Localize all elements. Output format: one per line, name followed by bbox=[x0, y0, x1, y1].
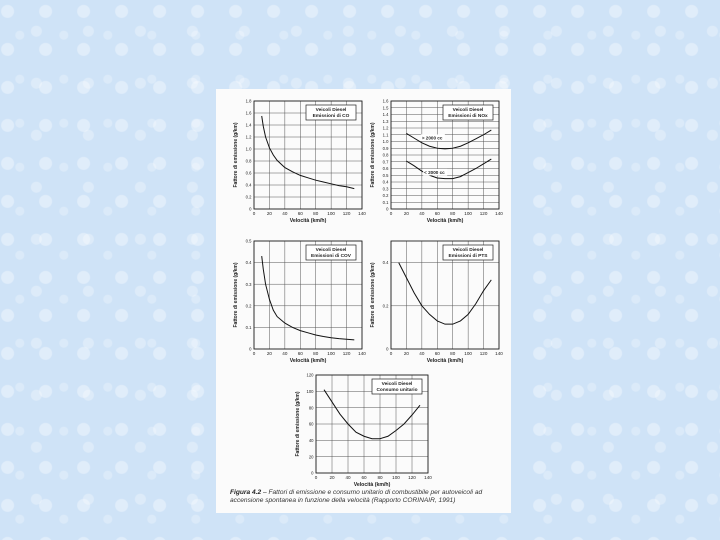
y-tick-label: 0.1 bbox=[382, 199, 389, 205]
y-tick-label: 1.3 bbox=[382, 118, 389, 124]
x-tick-label: 100 bbox=[464, 351, 472, 356]
x-tick-label: 20 bbox=[403, 351, 409, 356]
legend-text: Consumo unitario bbox=[376, 388, 418, 393]
legend-text: Veicoli Diesel bbox=[315, 108, 347, 113]
chart-panel-5 bbox=[295, 373, 432, 488]
y-axis-label: Fattore di emissione (g/km) bbox=[233, 122, 239, 188]
x-tick-label: 80 bbox=[313, 351, 319, 356]
x-tick-label: 40 bbox=[282, 351, 288, 356]
x-tick-label: 40 bbox=[345, 475, 351, 480]
x-tick-label: 120 bbox=[342, 211, 351, 216]
y-tick-label: 1.2 bbox=[245, 134, 252, 140]
x-tick-label: 100 bbox=[392, 475, 400, 480]
x-axis-label: Velocità (km/h) bbox=[289, 218, 327, 224]
x-tick-label: 60 bbox=[434, 211, 440, 216]
y-tick-label: 1.6 bbox=[382, 98, 389, 104]
y-tick-label: 0.2 bbox=[382, 193, 389, 199]
y-tick-label: 1.4 bbox=[245, 122, 252, 128]
y-tick-label: 0.7 bbox=[382, 159, 389, 165]
figure-caption bbox=[230, 489, 510, 505]
figure-svg bbox=[216, 89, 511, 513]
x-tick-label: 140 bbox=[424, 475, 432, 480]
y-tick-label: 0.8 bbox=[382, 152, 389, 158]
x-axis-label: Velocità (km/h) bbox=[426, 358, 464, 364]
chart-panel-1 bbox=[233, 99, 366, 224]
x-tick-label: 120 bbox=[342, 351, 351, 356]
x-tick-label: 140 bbox=[358, 351, 366, 356]
chart-panel-4 bbox=[370, 241, 503, 364]
x-tick-label: 120 bbox=[408, 475, 416, 480]
y-axis-label: Fattore di emissione (g/km) bbox=[233, 262, 239, 328]
series-annotation: < 2000 cc bbox=[424, 169, 445, 175]
y-tick-label: 0.2 bbox=[245, 194, 252, 200]
y-tick-label: 0 bbox=[249, 206, 252, 212]
y-tick-label: 0.3 bbox=[382, 186, 389, 192]
x-tick-label: 0 bbox=[252, 211, 256, 216]
y-tick-label: 0.3 bbox=[245, 281, 252, 287]
x-tick-label: 40 bbox=[282, 211, 288, 216]
y-tick-label: 0.6 bbox=[382, 166, 389, 172]
x-tick-label: 120 bbox=[479, 211, 488, 216]
x-axis-label: Velocità (km/h) bbox=[426, 218, 464, 224]
series-line-1 bbox=[324, 390, 420, 439]
y-tick-label: 0 bbox=[386, 206, 389, 212]
y-tick-label: 0.9 bbox=[382, 145, 389, 151]
legend-text: Veicoli Diesel bbox=[452, 248, 484, 253]
x-tick-label: 60 bbox=[434, 351, 440, 356]
figure-page bbox=[216, 89, 511, 513]
y-tick-label: 0.6 bbox=[245, 170, 252, 176]
y-tick-label: 0.4 bbox=[245, 182, 252, 188]
y-axis-label: Fattore di emissione (g/km) bbox=[295, 391, 301, 457]
x-tick-label: 0 bbox=[314, 475, 318, 480]
y-tick-label: 20 bbox=[308, 454, 314, 460]
y-tick-label: 0.5 bbox=[245, 238, 252, 244]
x-tick-label: 80 bbox=[377, 475, 383, 480]
y-tick-label: 1.6 bbox=[245, 110, 252, 116]
y-tick-label: 0.8 bbox=[245, 158, 252, 164]
x-tick-label: 60 bbox=[297, 351, 303, 356]
caption-text: – Fattori di emissione e consumo unitario di combustibile per autoveicoli ad accensione spontanea in funzione della velocità (Rapporto CORINAIR, 1991) bbox=[230, 489, 483, 505]
chart-panel-2 bbox=[370, 99, 503, 224]
x-tick-label: 140 bbox=[358, 211, 366, 216]
x-axis-label: Velocità (km/h) bbox=[289, 358, 327, 364]
x-tick-label: 40 bbox=[419, 351, 425, 356]
y-tick-label: 0.2 bbox=[245, 303, 252, 309]
x-tick-label: 0 bbox=[389, 211, 393, 216]
y-axis-label: Fattore di emissione (g/km) bbox=[370, 262, 376, 328]
y-tick-label: 0 bbox=[311, 470, 314, 476]
y-tick-label: 1.1 bbox=[382, 132, 389, 138]
x-tick-label: 20 bbox=[329, 475, 335, 480]
y-tick-label: 80 bbox=[308, 405, 314, 411]
y-tick-label: 120 bbox=[306, 372, 314, 378]
legend-text: Veicoli Diesel bbox=[315, 248, 347, 253]
y-tick-label: 1.4 bbox=[382, 112, 389, 118]
x-tick-label: 100 bbox=[327, 211, 335, 216]
x-tick-label: 20 bbox=[266, 351, 272, 356]
y-tick-label: 1.8 bbox=[245, 98, 252, 104]
series-annotation: > 2000 cc bbox=[421, 135, 443, 141]
x-tick-label: 0 bbox=[252, 351, 256, 356]
y-tick-label: 0.1 bbox=[245, 325, 252, 330]
y-tick-label: 0 bbox=[386, 346, 389, 352]
legend-text: Emissioni di COV bbox=[311, 254, 351, 259]
y-tick-label: 1.0 bbox=[382, 139, 389, 145]
y-tick-label: 0.4 bbox=[382, 179, 389, 185]
y-tick-label: 0.2 bbox=[382, 303, 389, 309]
x-tick-label: 80 bbox=[313, 211, 319, 216]
x-tick-label: 40 bbox=[419, 211, 425, 216]
series-line-1 bbox=[399, 263, 492, 325]
x-tick-label: 80 bbox=[450, 211, 456, 216]
series-line-1 bbox=[262, 116, 355, 189]
x-tick-label: 60 bbox=[361, 475, 367, 480]
x-tick-label: 20 bbox=[266, 211, 272, 216]
y-tick-label: 60 bbox=[308, 421, 314, 427]
legend-text: Veicoli Diesel bbox=[452, 108, 484, 113]
caption-label: Figura 4.2 bbox=[230, 489, 262, 496]
y-tick-label: 1.2 bbox=[382, 125, 389, 131]
legend-text: Emissioni di NOx bbox=[448, 114, 488, 119]
y-tick-label: 1.5 bbox=[382, 105, 389, 111]
y-axis-label: Fattore di emissione (g/km) bbox=[370, 122, 376, 188]
x-tick-label: 80 bbox=[450, 351, 456, 356]
x-tick-label: 120 bbox=[479, 351, 488, 356]
legend-text: Emissioni di CO bbox=[312, 114, 350, 119]
y-tick-label: 100 bbox=[306, 388, 314, 394]
y-tick-label: 0.4 bbox=[382, 260, 389, 266]
x-tick-label: 100 bbox=[327, 351, 335, 356]
x-tick-label: 100 bbox=[464, 211, 472, 216]
legend-text: Emissioni di PTS bbox=[448, 254, 488, 259]
x-tick-label: 140 bbox=[495, 351, 503, 356]
x-tick-label: 140 bbox=[495, 211, 503, 216]
y-tick-label: 0.5 bbox=[382, 172, 389, 178]
x-tick-label: 60 bbox=[297, 211, 303, 216]
x-tick-label: 20 bbox=[403, 211, 409, 216]
y-tick-label: 40 bbox=[308, 437, 314, 443]
legend-text: Veicoli Diesel bbox=[381, 382, 413, 387]
y-tick-label: 0.4 bbox=[245, 260, 252, 266]
y-tick-label: 1.0 bbox=[245, 146, 252, 152]
x-tick-label: 0 bbox=[389, 351, 393, 356]
y-tick-label: 0 bbox=[249, 346, 252, 352]
series-line-1 bbox=[406, 130, 491, 149]
x-axis-label: Velocità (km/h) bbox=[353, 482, 391, 488]
chart-panel-3 bbox=[233, 239, 366, 364]
